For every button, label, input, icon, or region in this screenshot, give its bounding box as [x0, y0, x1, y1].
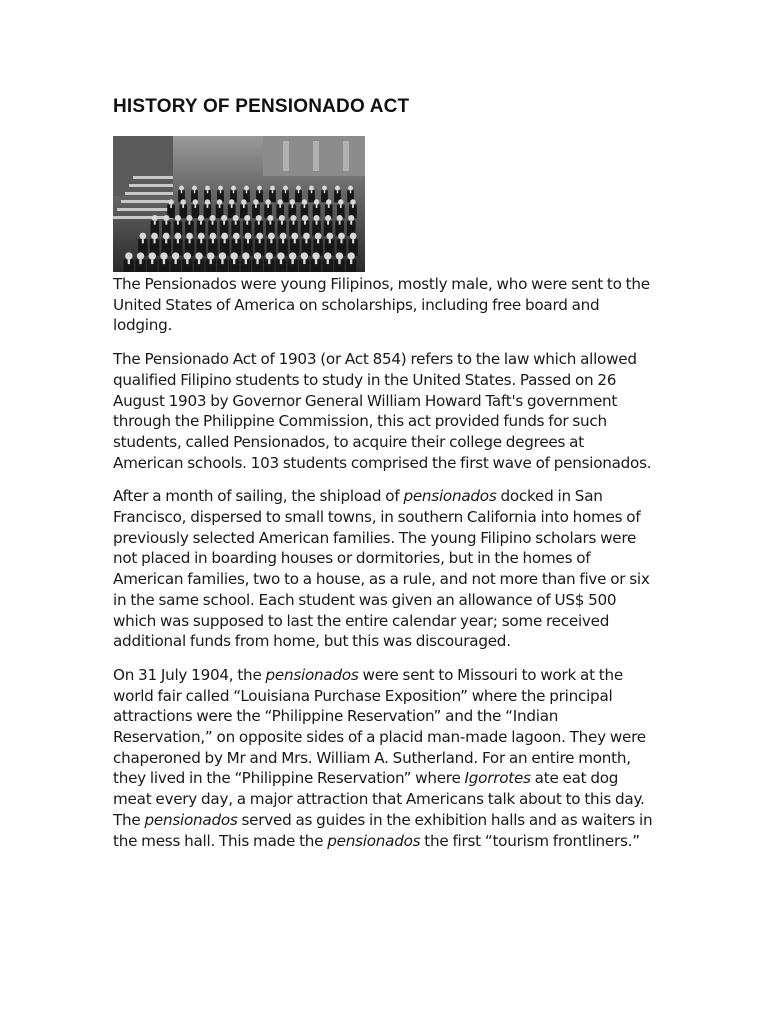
- italic-term: Igorrotes: [464, 769, 531, 788]
- text-run: served as guides in the exhibition halls and as waiters in the mess hall. This made the: [113, 810, 653, 850]
- paragraph-2: [113, 349, 658, 473]
- italic-term: pensionados: [265, 665, 359, 684]
- text-run: The Pensionado Act of 1903 (or Act 854) refers to the law which allowed qualified Filipino students to study in the United States. Passed on 26 August 1903 by Governor General William Howard Taft's government through the Philippine Commission, this act provided funds for such students, called Pensionados, to acquire their college degrees at American schools. 103 students comprised the first wave of pensionados.: [113, 350, 652, 472]
- group-photo-icon: [113, 136, 365, 272]
- paragraph-1: [113, 274, 658, 336]
- text-run: docked in San Francisco, dispersed to small towns, in southern California into homes of previously selected American families. The young Filipino scholars were not placed in boarding houses or dormitories, but in the homes of American families, two to a house, as a rule, and not more than five or six in the same school. Each student was given an allowance of US$ 500 which was supposed to last the entire calendar year; some received additional funds from home, but this was discouraged.: [113, 487, 650, 651]
- article-body: [113, 274, 658, 864]
- italic-term: pensionados: [327, 831, 421, 850]
- italic-term: pensionados: [144, 810, 238, 829]
- text-run: After a month of sailing, the shipload of: [113, 487, 404, 506]
- text-run: The Pensionados were young Filipinos, mostly male, who were sent to the United States of America on scholarships, including free board and lodging.: [113, 275, 650, 335]
- paragraph-3: [113, 486, 658, 652]
- group-photo: [113, 136, 365, 272]
- text-run: On 31 July 1904, the: [113, 665, 266, 684]
- italic-term: pensionados: [403, 487, 497, 506]
- text-run: the first “tourism frontliners.”: [420, 831, 640, 850]
- text-run: ate eat dog meat every day, a major attraction that Americans talk about to this day. The: [113, 769, 645, 829]
- text-run: were sent to Missouri to work at the world fair called “Louisiana Purchase Exposition” where the principal attractions were the “Philippine Reservation” and the “Indian Reservation,” on opposite sides of a placid man-made lagoon. They were chaperoned by Mr and Mrs. William A. Sutherland. For an entire month, they lived in the “Philippine Reservation” where: [113, 665, 646, 788]
- paragraph-4: [113, 665, 658, 851]
- page-title: HISTORY OF PENSIONADO ACT: [113, 96, 410, 117]
